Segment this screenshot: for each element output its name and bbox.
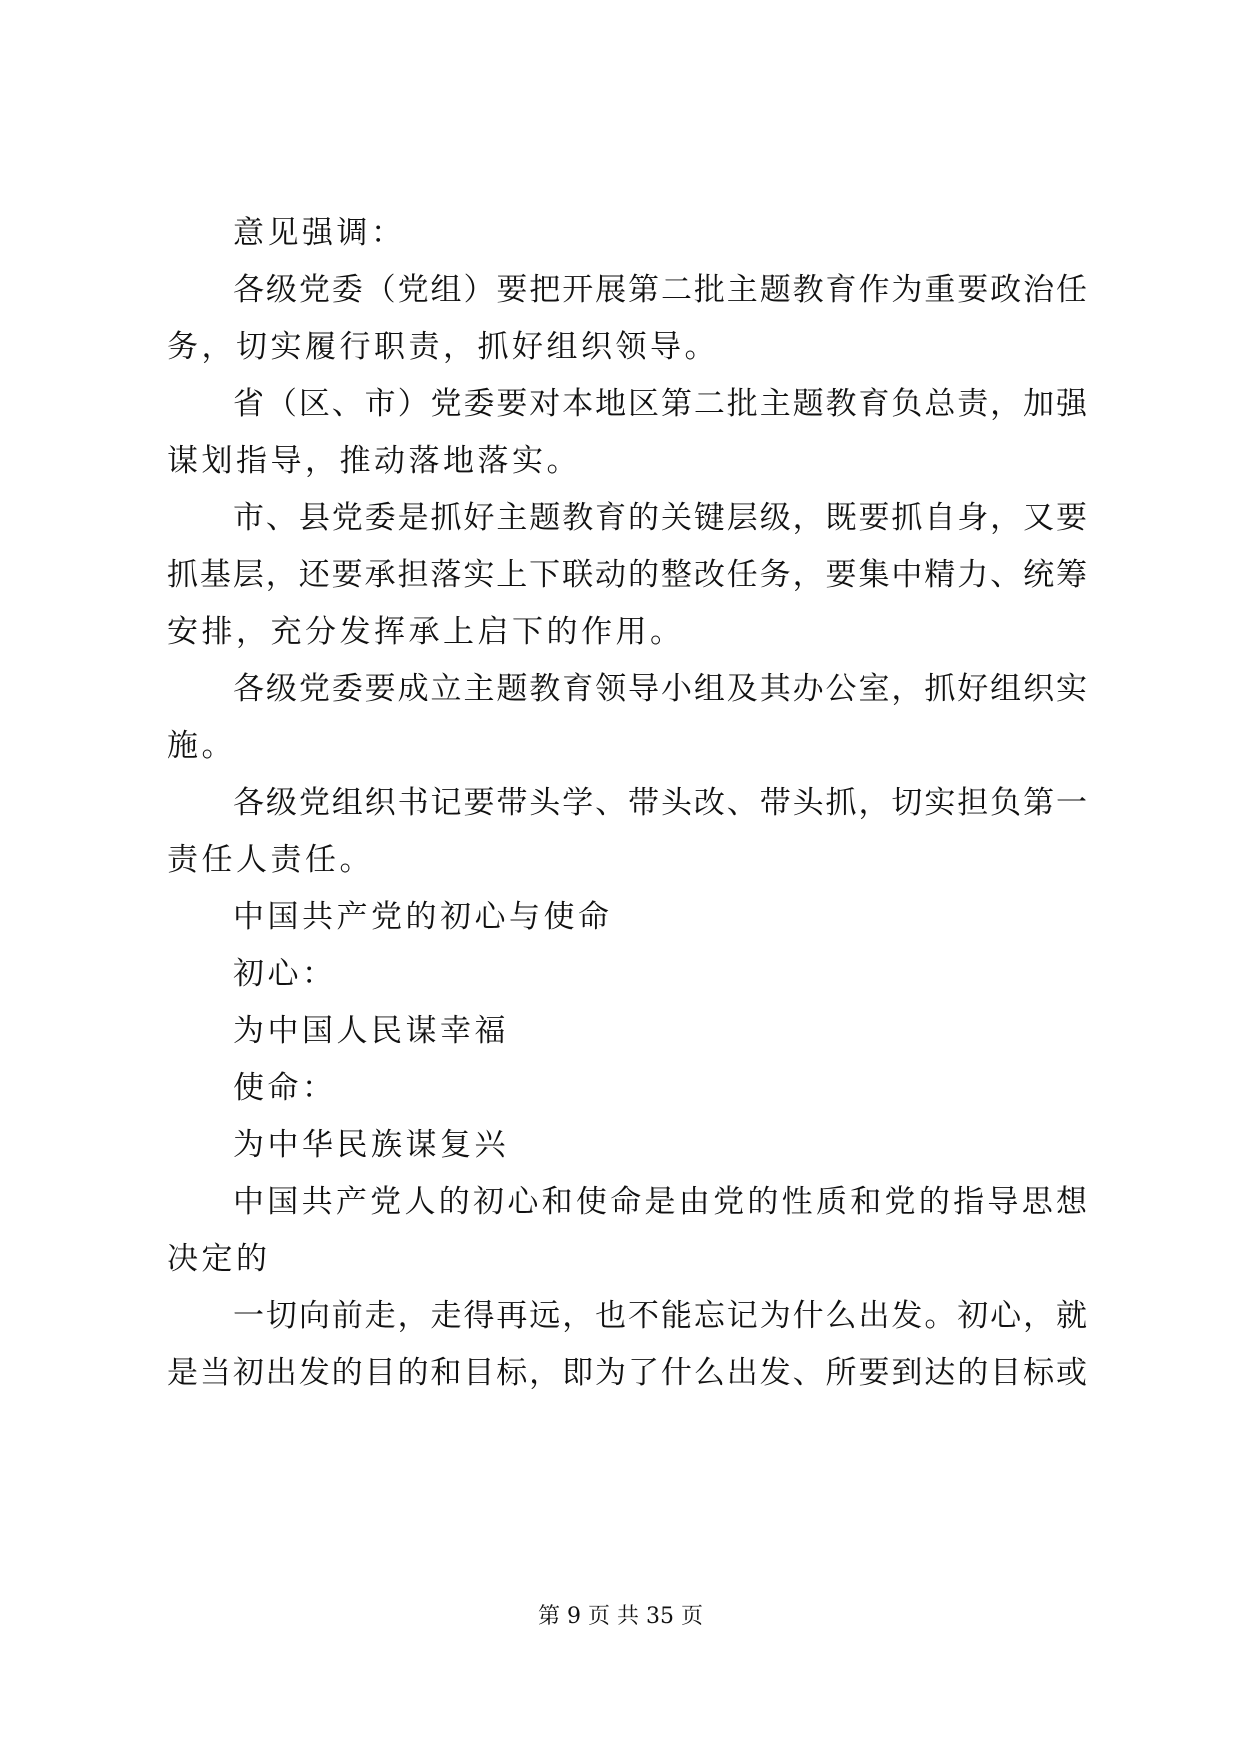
paragraph-line: 各级党委（党组）要把开展第二批主题教育作为重要政治任 — [233, 272, 1087, 308]
paragraph-line: 一切向前走，走得再远，也不能忘记为什么出发。初心，就 — [233, 1298, 1087, 1334]
paragraph-line: 意见强调： — [233, 215, 406, 251]
paragraph-line: 为中国人民谋幸福 — [233, 1013, 509, 1049]
paragraph-line: 中国共产党人的初心和使命是由党的性质和党的指导思想 — [233, 1184, 1087, 1220]
paragraph-line: 安排，充分发挥承上启下的作用。 — [167, 614, 685, 650]
paragraph-line: 各级党组织书记要带头学、带头改、带头抓，切实担负第一 — [233, 785, 1087, 821]
paragraph-line: 市、县党委是抓好主题教育的关键层级，既要抓自身，又要 — [233, 500, 1087, 536]
paragraph-line: 责任人责任。 — [167, 842, 374, 878]
paragraph-line: 为中华民族谋复兴 — [233, 1127, 509, 1163]
paragraph-line: 谋划指导，推动落地落实。 — [167, 443, 581, 479]
paragraph-line: 抓基层，还要承担落实上下联动的整改任务，要集中精力、统筹 — [167, 557, 1087, 593]
paragraph-line: 施。 — [167, 728, 236, 764]
section-heading: 中国共产党的初心与使命 — [233, 899, 613, 935]
paragraph-line: 使命： — [233, 1070, 337, 1106]
paragraph-line: 各级党委要成立主题教育领导小组及其办公室，抓好组织实 — [233, 671, 1087, 707]
paragraph-line: 初心： — [233, 956, 337, 992]
page-number-footer: 第 9 页 共 35 页 — [538, 1604, 703, 1629]
paragraph-line: 省（区、市）党委要对本地区第二批主题教育负总责，加强 — [233, 386, 1087, 422]
paragraph-line: 务，切实履行职责，抓好组织领导。 — [167, 329, 719, 365]
paragraph-line: 是当初出发的目的和目标，即为了什么出发、所要到达的目标或 — [167, 1355, 1087, 1391]
paragraph-line: 决定的 — [167, 1241, 271, 1277]
